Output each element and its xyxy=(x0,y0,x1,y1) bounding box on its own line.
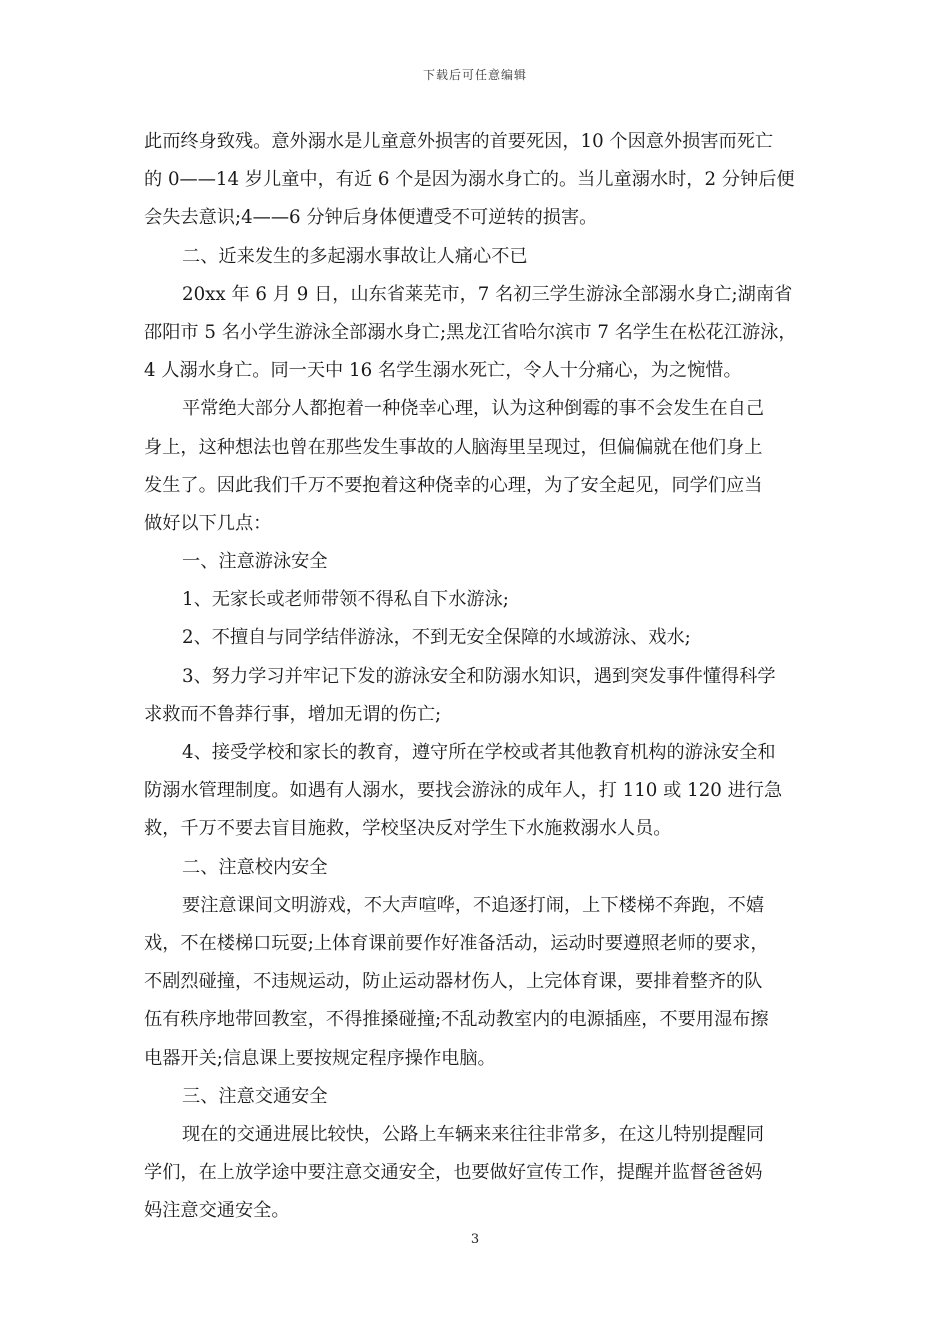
section-heading: 一、注意游泳安全 xyxy=(182,551,328,573)
text-line: 做好以下几点： xyxy=(144,512,272,534)
text-line: 身上，这种想法也曾在那些发生事故的人脑海里呈现过，但偏偏就在他们身上 xyxy=(144,436,763,458)
text-line: 现在的交通进展比较快，公路上车辆来来往往非常多，在这儿特别提醒同 xyxy=(182,1123,765,1145)
section-heading: 二、近来发生的多起溺水事故让人痛心不已 xyxy=(182,245,528,267)
text-line: 此而终身致残。意外溺水是儿童意外损害的首要死因，10 个因意外损害而死亡 xyxy=(144,131,774,152)
page-header: 下载后可任意编辑 xyxy=(422,68,527,82)
text-line: 发生了。因此我们千万不要抱着这种侥幸的心理，为了安全起见，同学们应当 xyxy=(144,474,763,496)
text-line: 不剧烈碰撞，不违规运动，防止运动器材伤人，上完体育课，要排着整齐的队 xyxy=(144,971,763,993)
list-item: 4、接受学校和家长的教育，遵守所在学校或者其他教育机构的游泳安全和 xyxy=(182,742,776,763)
text-line: 会失去意识;4——6 分钟后身体便遭受不可逆转的损害。 xyxy=(144,207,598,229)
text-line: 防溺水管理制度。如遇有人溺水，要找会游泳的成年人，打 110 或 120 进行急 xyxy=(144,780,783,802)
section-heading: 三、注意交通安全 xyxy=(182,1085,328,1107)
text-line: 戏，不在楼梯口玩耍;上体育课前要作好准备活动，运动时要遵照老师的要求， xyxy=(144,932,769,954)
text-line: 伍有秩序地带回教室，不得推搡碰撞;不乱动教室内的电源插座，不要用湿布擦 xyxy=(144,1009,769,1031)
text-line: 20xx 年 6 月 9 日，山东省莱芜市，7 名初三学生游泳全部溺水身亡;湖南省 xyxy=(182,283,793,305)
text-line: 电器开关;信息课上要按规定程序操作电脑。 xyxy=(144,1047,496,1069)
text-line: 邵阳市 5 名小学生游泳全部溺水身亡;黑龙江省哈尔滨市 7 名学生在松花江游泳， xyxy=(144,321,797,343)
list-item: 2、不擅自与同学结伴游泳，不到无安全保障的水域游泳、戏水; xyxy=(182,627,691,649)
list-item: 3、努力学习并牢记下发的游泳安全和防溺水知识，遇到突发事件懂得科学 xyxy=(182,665,776,687)
document-body xyxy=(144,123,808,1230)
text-line: 学们，在上放学途中要注意交通安全，也要做好宣传工作，提醒并监督爸爸妈 xyxy=(144,1162,763,1184)
text-line: 的 0——14 岁儿童中，有近 6 个是因为溺水身亡的。当儿童溺水时，2 分钟后便 xyxy=(144,169,795,191)
section-heading: 二、注意校内安全 xyxy=(182,856,328,878)
text-line: 求救而不鲁莽行事，增加无谓的伤亡; xyxy=(144,703,442,725)
text-line: 救，千万不要去盲目施救，学校坚决反对学生下水施救溺水人员。 xyxy=(144,818,672,840)
text-line: 要注意课间文明游戏，不大声喧哗，不追逐打闹，上下楼梯不奔跑，不嬉 xyxy=(182,894,765,916)
text-line: 妈注意交通安全。 xyxy=(144,1200,290,1222)
text-line: 平常绝大部分人都抱着一种侥幸心理，认为这种倒霉的事不会发生在自己 xyxy=(182,398,765,420)
list-item: 1、无家长或老师带领不得私自下水游泳; xyxy=(182,589,509,611)
text-line: 4 人溺水身亡。同一天中 16 名学生溺水死亡，令人十分痛心，为之惋惜。 xyxy=(144,360,742,382)
page-number: 3 xyxy=(470,1232,480,1247)
